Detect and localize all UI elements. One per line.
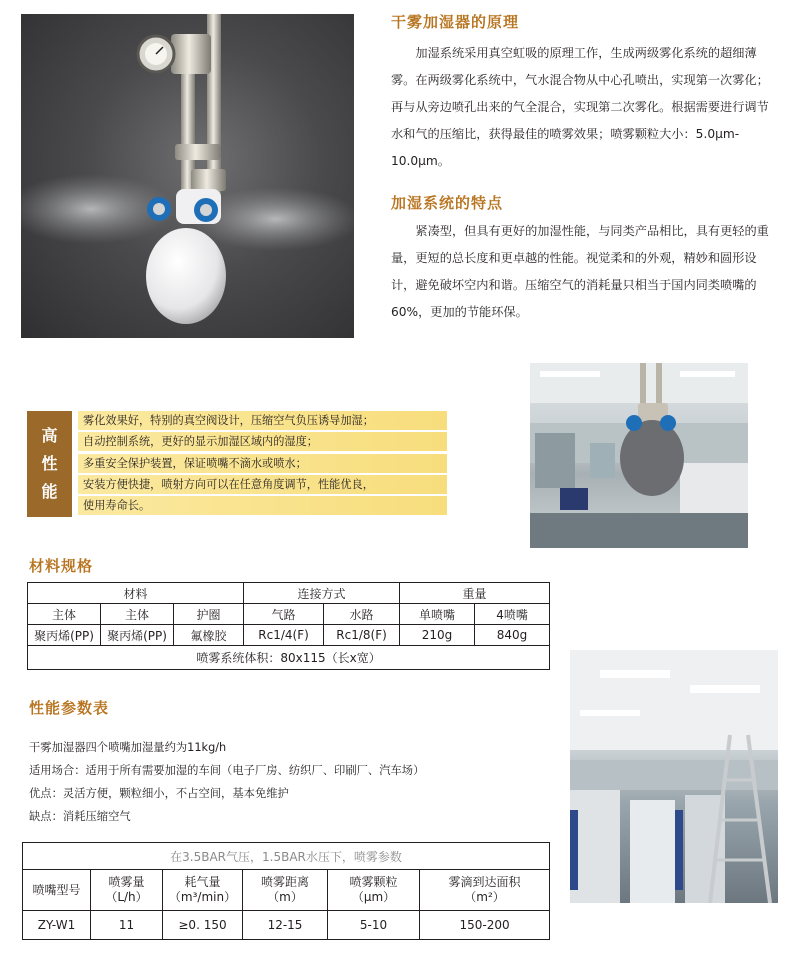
nozzle-product-photo — [21, 14, 354, 338]
table-row — [23, 911, 550, 940]
features-text: 紧凑型，但具有更好的加湿性能，与同类产品相比，具有更轻的重量，更短的总长度和更卓越的性能。视觉柔和的外观，精妙和圆形设计，避免破坏空内和谐。压缩空气的消耗量只相当于国内同类喷嘴的60%，更加的节能环保。 — [391, 224, 769, 319]
table-header — [420, 870, 550, 911]
performance-item: 自动控制系统，更好的显示加湿区域内的湿度； — [78, 432, 447, 451]
table-row — [28, 625, 550, 646]
header-label: 喷嘴型号 — [32, 882, 81, 897]
size-cell: 喷雾系统体积：80x115（长x宽） — [28, 646, 550, 670]
table-row — [28, 583, 550, 604]
performance-side-label — [27, 411, 72, 517]
header-label: 雾滴到达面积 — [448, 875, 521, 889]
table-row — [28, 646, 550, 670]
table-header: 气路 — [244, 604, 324, 625]
principle-title: 干雾加湿器的原理 — [391, 13, 520, 31]
table-cell: ZY-W1 — [23, 911, 91, 940]
features-title: 加湿系统的特点 — [391, 194, 504, 212]
header-unit: （m²） — [464, 890, 505, 904]
table-cell: ≥0. 150 — [163, 911, 243, 940]
table-header — [243, 870, 328, 911]
materials-title: 材料规格 — [29, 557, 94, 575]
table-note: 在3.5BAR气压，1.5BAR水压下，喷雾参数 — [23, 843, 550, 870]
table-cell: 聚丙烯(PP) — [101, 625, 174, 646]
workshop-photo — [570, 650, 778, 903]
performance-list — [78, 411, 447, 517]
usage-line: 优点：灵活方便，颗粒细小，不占空间，基本免维护 — [29, 787, 289, 800]
table-header: 重量 — [400, 583, 550, 604]
header-label: 喷雾颗粒 — [349, 875, 398, 889]
table-header: 主体 — [28, 604, 101, 625]
usage-line: 适用场合：适用于所有需要加湿的车间（电子厂房、纺织厂、印刷厂、汽车场） — [29, 764, 425, 777]
usage-line: 干雾加湿器四个喷嘴加湿量约为11kg/h — [29, 741, 227, 754]
table-header — [91, 870, 163, 911]
table-cell: 聚丙烯(PP) — [28, 625, 101, 646]
params-title: 性能参数表 — [29, 699, 110, 717]
table-header — [328, 870, 420, 911]
table-header: 连接方式 — [244, 583, 400, 604]
performance-side-char: 高 — [41, 426, 58, 445]
header-unit: （L/h） — [105, 890, 148, 904]
table-row — [28, 604, 550, 625]
table-header: 单喷嘴 — [400, 604, 475, 625]
params-table — [22, 842, 550, 940]
header-unit: （m³/min） — [168, 890, 237, 904]
performance-item: 安装方便快捷，喷射方向可以在任意角度调节，性能优良， — [78, 475, 447, 494]
header-unit: （μm） — [351, 890, 396, 904]
header-label: 喷雾距离 — [260, 875, 309, 889]
header-unit: （m） — [267, 890, 303, 904]
performance-side-char: 性 — [41, 454, 58, 473]
performance-side-char: 能 — [41, 482, 58, 501]
table-cell: 11 — [91, 911, 163, 940]
table-header: 材料 — [28, 583, 244, 604]
table-header: 护圈 — [174, 604, 244, 625]
table-row — [23, 843, 550, 870]
materials-table — [27, 582, 550, 670]
usage-line: 缺点：消耗压缩空气 — [29, 810, 131, 823]
performance-item: 多重安全保护装置，保证喷嘴不滴水或喷水； — [78, 454, 447, 473]
header-label: 耗气量 — [184, 875, 221, 889]
performance-item: 使用寿命长。 — [78, 496, 447, 515]
table-header: 4喷嘴 — [475, 604, 550, 625]
table-row — [23, 870, 550, 911]
table-cell: 210g — [400, 625, 475, 646]
table-cell: 150-200 — [420, 911, 550, 940]
factory-installation-photo — [530, 363, 748, 548]
table-header: 水路 — [324, 604, 400, 625]
table-cell: 840g — [475, 625, 550, 646]
performance-item: 雾化效果好，特别的真空阀设计，压缩空气负压诱导加湿； — [78, 411, 447, 430]
principle-text: 加湿系统采用真空虹吸的原理工作，生成两级雾化系统的超细薄雾。在两级雾化系统中，气水混合物从中心孔喷出，实现第一次雾化；再与从旁边喷孔出来的气全混合，实现第二次雾化。根据需要进行调节水和气的压缩比，获得最佳的喷雾效果；喷雾颗粒大小：5.0μm-10.0μm。 — [391, 46, 769, 168]
header-label: 喷雾量 — [108, 875, 145, 889]
features-body — [391, 218, 769, 326]
table-header — [163, 870, 243, 911]
usage-notes — [29, 736, 424, 828]
performance-box — [27, 411, 447, 517]
table-cell: Rc1/4(F) — [244, 625, 324, 646]
table-header: 主体 — [101, 604, 174, 625]
table-cell: Rc1/8(F) — [324, 625, 400, 646]
table-header — [23, 870, 91, 911]
principle-body — [391, 40, 769, 175]
table-cell: 氟橡胶 — [174, 625, 244, 646]
table-cell: 5-10 — [328, 911, 420, 940]
table-cell: 12-15 — [243, 911, 328, 940]
